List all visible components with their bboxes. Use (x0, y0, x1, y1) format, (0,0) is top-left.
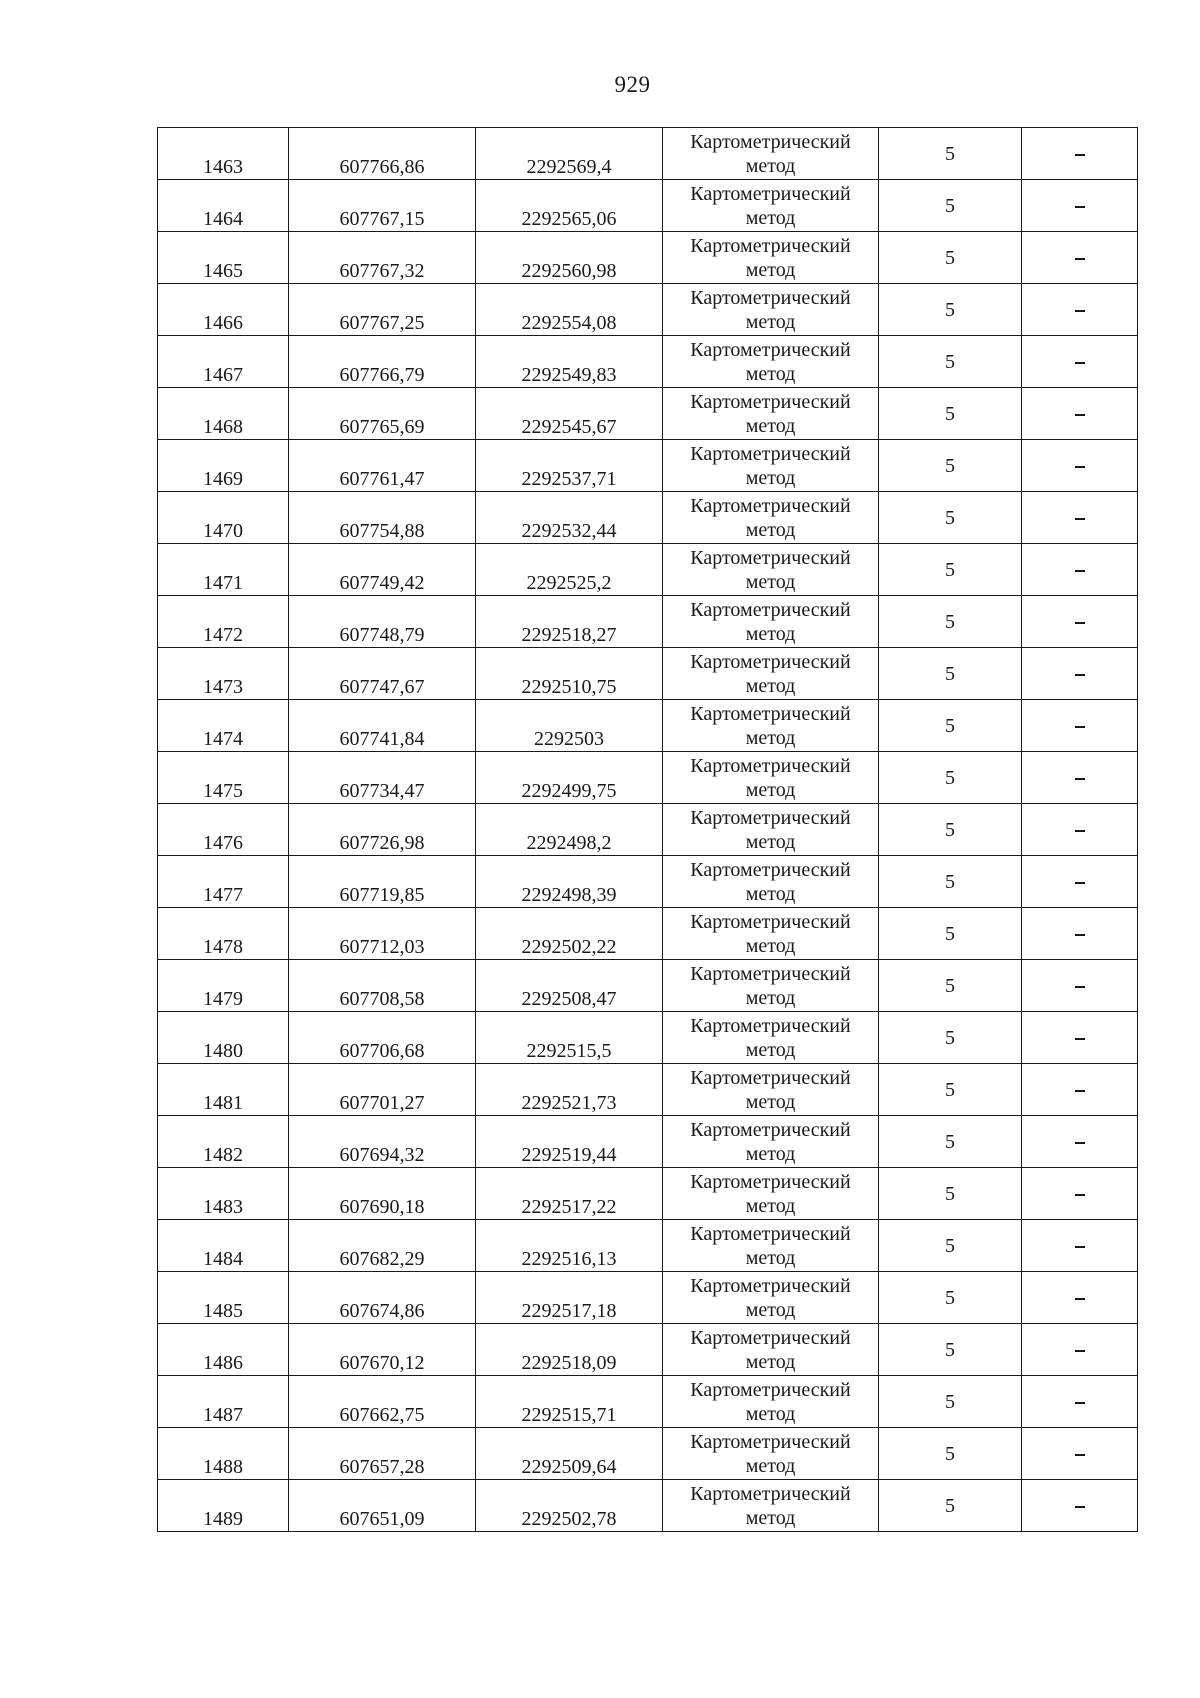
method-cell (663, 544, 879, 596)
note-cell (1022, 440, 1138, 492)
note-cell (1022, 960, 1138, 1012)
x-coordinate-cell: 607694,32 (289, 1116, 476, 1168)
dash-mark (1075, 518, 1085, 520)
table-row (158, 336, 1138, 388)
note-cell (1022, 1116, 1138, 1168)
table-row (158, 1012, 1138, 1064)
dash-mark (1075, 570, 1085, 572)
accuracy-cell: 5 (879, 284, 1022, 336)
method-cell (663, 804, 879, 856)
dash-mark (1075, 362, 1085, 364)
x-coordinate-cell: 607662,75 (289, 1376, 476, 1428)
x-coordinate-cell: 607749,42 (289, 544, 476, 596)
accuracy-cell: 5 (879, 1012, 1022, 1064)
x-coordinate-cell: 607747,67 (289, 648, 476, 700)
accuracy-cell: 5 (879, 856, 1022, 908)
point-number-cell: 1472 (158, 596, 289, 648)
method-line: метод (745, 414, 796, 437)
table-row (158, 752, 1138, 804)
table-row (158, 440, 1138, 492)
point-number-cell: 1489 (158, 1480, 289, 1532)
x-coordinate-cell: 607682,29 (289, 1220, 476, 1272)
accuracy-cell: 5 (879, 1376, 1022, 1428)
coordinates-table-body (158, 128, 1138, 1532)
method-line: метод (745, 1298, 796, 1321)
dash-mark (1075, 206, 1085, 208)
table-row (158, 128, 1138, 180)
point-number-cell: 1486 (158, 1324, 289, 1376)
method-line: метод (745, 1194, 796, 1217)
table-row (158, 1324, 1138, 1376)
method-line: метод (745, 1506, 796, 1529)
accuracy-cell: 5 (879, 440, 1022, 492)
dash-mark (1075, 726, 1085, 728)
method-cell (663, 180, 879, 232)
method-line: метод (745, 570, 796, 593)
note-cell (1022, 388, 1138, 440)
x-coordinate-cell: 607708,58 (289, 960, 476, 1012)
dash-mark (1075, 414, 1085, 416)
method-line: Картометрический (690, 1118, 851, 1141)
point-number-cell: 1478 (158, 908, 289, 960)
table-row (158, 856, 1138, 908)
y-coordinate-cell: 2292499,75 (476, 752, 663, 804)
table-row (158, 1220, 1138, 1272)
method-line: Картометрический (690, 1274, 851, 1297)
y-coordinate-cell: 2292517,18 (476, 1272, 663, 1324)
y-coordinate-cell: 2292498,39 (476, 856, 663, 908)
note-cell (1022, 752, 1138, 804)
note-cell (1022, 596, 1138, 648)
method-line: метод (745, 310, 796, 333)
method-cell (663, 440, 879, 492)
table-row (158, 648, 1138, 700)
note-cell (1022, 128, 1138, 180)
method-line: метод (745, 1246, 796, 1269)
page-number: 929 (614, 72, 651, 97)
table-row (158, 700, 1138, 752)
x-coordinate-cell: 607726,98 (289, 804, 476, 856)
accuracy-cell: 5 (879, 128, 1022, 180)
method-line: Картометрический (690, 910, 851, 933)
method-line: метод (745, 622, 796, 645)
note-cell (1022, 648, 1138, 700)
accuracy-cell: 5 (879, 1272, 1022, 1324)
point-number-cell: 1468 (158, 388, 289, 440)
accuracy-cell: 5 (879, 1116, 1022, 1168)
point-number-cell: 1464 (158, 180, 289, 232)
y-coordinate-cell: 2292503 (476, 700, 663, 752)
method-line: Картометрический (690, 546, 851, 569)
note-cell (1022, 1480, 1138, 1532)
method-cell (663, 492, 879, 544)
table-row (158, 908, 1138, 960)
dash-mark (1075, 1038, 1085, 1040)
point-number-cell: 1488 (158, 1428, 289, 1480)
x-coordinate-cell: 607690,18 (289, 1168, 476, 1220)
method-line: метод (745, 1142, 796, 1165)
accuracy-cell: 5 (879, 596, 1022, 648)
table-row (158, 960, 1138, 1012)
method-line: Картометрический (690, 286, 851, 309)
table-row (158, 388, 1138, 440)
method-cell (663, 700, 879, 752)
method-line: Картометрический (690, 1482, 851, 1505)
x-coordinate-cell: 607741,84 (289, 700, 476, 752)
point-number-cell: 1480 (158, 1012, 289, 1064)
method-line: метод (745, 1350, 796, 1373)
y-coordinate-cell: 2292569,4 (476, 128, 663, 180)
table-row (158, 596, 1138, 648)
method-line: Картометрический (690, 754, 851, 777)
method-cell (663, 1272, 879, 1324)
note-cell (1022, 856, 1138, 908)
y-coordinate-cell: 2292518,09 (476, 1324, 663, 1376)
dash-mark (1075, 882, 1085, 884)
method-line: Картометрический (690, 858, 851, 881)
accuracy-cell: 5 (879, 1480, 1022, 1532)
y-coordinate-cell: 2292508,47 (476, 960, 663, 1012)
point-number-cell: 1487 (158, 1376, 289, 1428)
note-cell (1022, 1168, 1138, 1220)
point-number-cell: 1474 (158, 700, 289, 752)
accuracy-cell: 5 (879, 388, 1022, 440)
table-row (158, 284, 1138, 336)
accuracy-cell: 5 (879, 336, 1022, 388)
method-cell (663, 1012, 879, 1064)
x-coordinate-cell: 607734,47 (289, 752, 476, 804)
method-cell (663, 232, 879, 284)
dash-mark (1075, 1350, 1085, 1352)
point-number-cell: 1473 (158, 648, 289, 700)
point-number-cell: 1484 (158, 1220, 289, 1272)
dash-mark (1075, 1506, 1085, 1508)
method-line: метод (745, 1402, 796, 1425)
method-cell (663, 752, 879, 804)
x-coordinate-cell: 607767,15 (289, 180, 476, 232)
dash-mark (1075, 258, 1085, 260)
x-coordinate-cell: 607701,27 (289, 1064, 476, 1116)
method-line: метод (745, 882, 796, 905)
y-coordinate-cell: 2292498,2 (476, 804, 663, 856)
dash-mark (1075, 934, 1085, 936)
method-line: Картометрический (690, 234, 851, 257)
point-number-cell: 1463 (158, 128, 289, 180)
x-coordinate-cell: 607767,25 (289, 284, 476, 336)
method-cell (663, 284, 879, 336)
method-line: Картометрический (690, 1222, 851, 1245)
note-cell (1022, 1220, 1138, 1272)
point-number-cell: 1485 (158, 1272, 289, 1324)
method-line: метод (745, 674, 796, 697)
method-cell (663, 388, 879, 440)
y-coordinate-cell: 2292515,5 (476, 1012, 663, 1064)
dash-mark (1075, 1194, 1085, 1196)
method-cell (663, 1064, 879, 1116)
note-cell (1022, 700, 1138, 752)
method-line: Картометрический (690, 130, 851, 153)
table-row (158, 1064, 1138, 1116)
method-line: метод (745, 258, 796, 281)
accuracy-cell: 5 (879, 752, 1022, 804)
method-line: метод (745, 206, 796, 229)
method-line: Картометрический (690, 1014, 851, 1037)
method-line: Картометрический (690, 598, 851, 621)
accuracy-cell: 5 (879, 1064, 1022, 1116)
dash-mark (1075, 1246, 1085, 1248)
accuracy-cell: 5 (879, 1168, 1022, 1220)
table-row (158, 1116, 1138, 1168)
note-cell (1022, 492, 1138, 544)
method-cell (663, 960, 879, 1012)
dash-mark (1075, 778, 1085, 780)
accuracy-cell: 5 (879, 492, 1022, 544)
method-line: метод (745, 778, 796, 801)
point-number-cell: 1475 (158, 752, 289, 804)
method-line: Картометрический (690, 806, 851, 829)
dash-mark (1075, 1298, 1085, 1300)
accuracy-cell: 5 (879, 1428, 1022, 1480)
method-cell (663, 1324, 879, 1376)
accuracy-cell: 5 (879, 960, 1022, 1012)
method-cell (663, 1376, 879, 1428)
accuracy-cell: 5 (879, 908, 1022, 960)
accuracy-cell: 5 (879, 1324, 1022, 1376)
y-coordinate-cell: 2292502,78 (476, 1480, 663, 1532)
x-coordinate-cell: 607766,86 (289, 128, 476, 180)
method-cell (663, 648, 879, 700)
table-row (158, 180, 1138, 232)
method-line: метод (745, 726, 796, 749)
method-line: метод (745, 362, 796, 385)
method-line: Картометрический (690, 494, 851, 517)
dash-mark (1075, 986, 1085, 988)
method-line: Картометрический (690, 1066, 851, 1089)
table-row (158, 1428, 1138, 1480)
y-coordinate-cell: 2292554,08 (476, 284, 663, 336)
method-line: метод (745, 518, 796, 541)
y-coordinate-cell: 2292560,98 (476, 232, 663, 284)
accuracy-cell: 5 (879, 648, 1022, 700)
note-cell (1022, 1012, 1138, 1064)
point-number-cell: 1467 (158, 336, 289, 388)
table-row (158, 1376, 1138, 1428)
table-row (158, 232, 1138, 284)
y-coordinate-cell: 2292519,44 (476, 1116, 663, 1168)
point-number-cell: 1466 (158, 284, 289, 336)
point-number-cell: 1469 (158, 440, 289, 492)
method-cell (663, 596, 879, 648)
table-row (158, 1272, 1138, 1324)
method-line: Картометрический (690, 1378, 851, 1401)
y-coordinate-cell: 2292565,06 (476, 180, 663, 232)
x-coordinate-cell: 607670,12 (289, 1324, 476, 1376)
point-number-cell: 1476 (158, 804, 289, 856)
accuracy-cell: 5 (879, 700, 1022, 752)
dash-mark (1075, 1402, 1085, 1404)
method-line: метод (745, 1090, 796, 1113)
dash-mark (1075, 1142, 1085, 1144)
note-cell (1022, 232, 1138, 284)
y-coordinate-cell: 2292517,22 (476, 1168, 663, 1220)
y-coordinate-cell: 2292537,71 (476, 440, 663, 492)
accuracy-cell: 5 (879, 544, 1022, 596)
x-coordinate-cell: 607766,79 (289, 336, 476, 388)
method-line: метод (745, 466, 796, 489)
method-line: Картометрический (690, 650, 851, 673)
dash-mark (1075, 830, 1085, 832)
method-cell (663, 1220, 879, 1272)
dash-mark (1075, 310, 1085, 312)
x-coordinate-cell: 607712,03 (289, 908, 476, 960)
x-coordinate-cell: 607657,28 (289, 1428, 476, 1480)
x-coordinate-cell: 607767,32 (289, 232, 476, 284)
point-number-cell: 1477 (158, 856, 289, 908)
method-line: Картометрический (690, 702, 851, 725)
method-line: Картометрический (690, 182, 851, 205)
y-coordinate-cell: 2292509,64 (476, 1428, 663, 1480)
point-number-cell: 1481 (158, 1064, 289, 1116)
table-row (158, 804, 1138, 856)
x-coordinate-cell: 607761,47 (289, 440, 476, 492)
x-coordinate-cell: 607651,09 (289, 1480, 476, 1532)
method-line: метод (745, 1454, 796, 1477)
accuracy-cell: 5 (879, 804, 1022, 856)
y-coordinate-cell: 2292515,71 (476, 1376, 663, 1428)
method-line: Картометрический (690, 338, 851, 361)
note-cell (1022, 804, 1138, 856)
point-number-cell: 1465 (158, 232, 289, 284)
method-line: метод (745, 154, 796, 177)
y-coordinate-cell: 2292545,67 (476, 388, 663, 440)
method-line: метод (745, 830, 796, 853)
method-cell (663, 1168, 879, 1220)
y-coordinate-cell: 2292521,73 (476, 1064, 663, 1116)
method-line: Картометрический (690, 390, 851, 413)
method-line: Картометрический (690, 442, 851, 465)
x-coordinate-cell: 607719,85 (289, 856, 476, 908)
method-line: Картометрический (690, 1326, 851, 1349)
method-cell (663, 336, 879, 388)
table-row (158, 544, 1138, 596)
y-coordinate-cell: 2292525,2 (476, 544, 663, 596)
note-cell (1022, 1428, 1138, 1480)
method-line: Картометрический (690, 1430, 851, 1453)
x-coordinate-cell: 607748,79 (289, 596, 476, 648)
point-number-cell: 1471 (158, 544, 289, 596)
method-line: метод (745, 934, 796, 957)
method-line: Картометрический (690, 962, 851, 985)
point-number-cell: 1483 (158, 1168, 289, 1220)
dash-mark (1075, 1454, 1085, 1456)
x-coordinate-cell: 607765,69 (289, 388, 476, 440)
method-cell (663, 1116, 879, 1168)
table-row (158, 492, 1138, 544)
point-number-cell: 1482 (158, 1116, 289, 1168)
method-line: Картометрический (690, 1170, 851, 1193)
y-coordinate-cell: 2292518,27 (476, 596, 663, 648)
x-coordinate-cell: 607754,88 (289, 492, 476, 544)
note-cell (1022, 544, 1138, 596)
method-cell (663, 128, 879, 180)
dash-mark (1075, 154, 1085, 156)
dash-mark (1075, 622, 1085, 624)
dash-mark (1075, 1090, 1085, 1092)
x-coordinate-cell: 607674,86 (289, 1272, 476, 1324)
accuracy-cell: 5 (879, 180, 1022, 232)
dash-mark (1075, 466, 1085, 468)
method-cell (663, 1428, 879, 1480)
method-line: метод (745, 986, 796, 1009)
method-cell (663, 908, 879, 960)
accuracy-cell: 5 (879, 1220, 1022, 1272)
coordinates-table (157, 127, 1138, 1532)
note-cell (1022, 1064, 1138, 1116)
note-cell (1022, 336, 1138, 388)
note-cell (1022, 180, 1138, 232)
y-coordinate-cell: 2292549,83 (476, 336, 663, 388)
note-cell (1022, 1376, 1138, 1428)
table-row (158, 1480, 1138, 1532)
method-cell (663, 856, 879, 908)
note-cell (1022, 908, 1138, 960)
point-number-cell: 1479 (158, 960, 289, 1012)
dash-mark (1075, 674, 1085, 676)
y-coordinate-cell: 2292516,13 (476, 1220, 663, 1272)
y-coordinate-cell: 2292532,44 (476, 492, 663, 544)
table-row (158, 1168, 1138, 1220)
y-coordinate-cell: 2292510,75 (476, 648, 663, 700)
note-cell (1022, 284, 1138, 336)
point-number-cell: 1470 (158, 492, 289, 544)
accuracy-cell: 5 (879, 232, 1022, 284)
note-cell (1022, 1324, 1138, 1376)
x-coordinate-cell: 607706,68 (289, 1012, 476, 1064)
y-coordinate-cell: 2292502,22 (476, 908, 663, 960)
method-cell (663, 1480, 879, 1532)
method-line: метод (745, 1038, 796, 1061)
note-cell (1022, 1272, 1138, 1324)
